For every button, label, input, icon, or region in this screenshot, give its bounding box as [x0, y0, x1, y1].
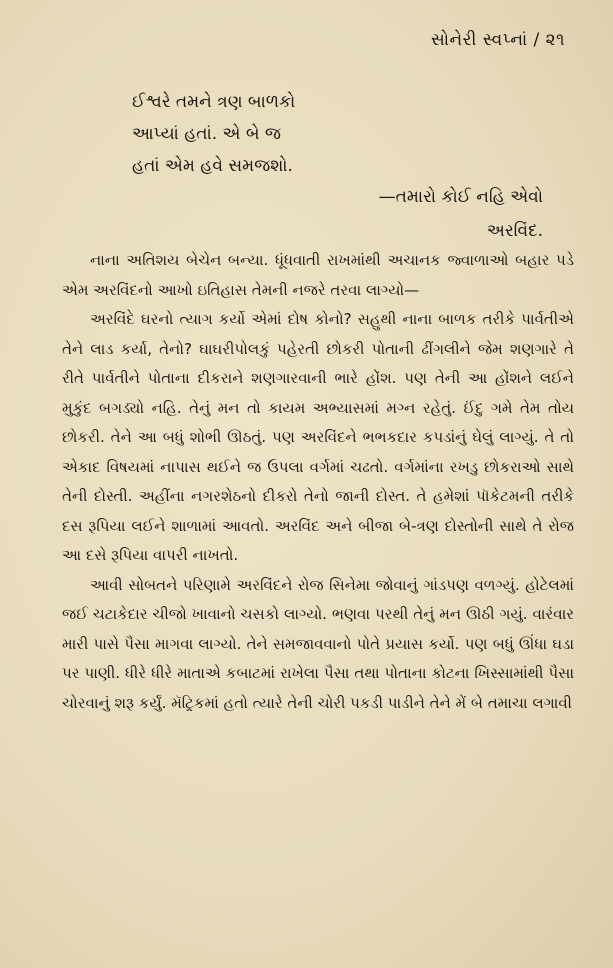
verse-line: ઈશ્વરે તમને ત્રણ બાળકો [132, 92, 296, 112]
paragraph: નાના અતિશય બેચેન બન્યા. ધૂંધવાતી રાખમાંથી અચાનક જ્વાળાઓ બહાર પડે એમ અરવિંદનો આખો ઇતિહાસ તેમની નજરે તરવા લાગ્યો— [62, 251, 574, 299]
paragraph: અરવિંદે ઘરનો ત્યાગ કર્યો એમાં દોષ કોનો? સહુથી નાના બાળક તરીકે પાર્વતીએ તેને લાડ કર્યા, તેનો? ઘાઘરીપોલકું પહેરતી છોકરી પોતાની ઢીંગલીને જેમ શણગારે તે રીતે પાર્વતીને પોતાના દીકરાને શણગારવાની ભારે હોંશ. પણ તેની આ હોંશને લઈને મુકુંદ બગડ્યો નહિ. તેનું મન તો કાયમ અભ્યાસમાં મગ્ન રહેતું. ઈંદુ ગમે તેમ તોય છોકરી. તેને આ બધું શોભી ઊઠતું. પણ અરવિંદને ભભકદાર કપડાંનું ઘેલું લાગ્યું. તે તો એકાદ વિષયમાં નાપાસ થઈને જ ઉપલા વર્ગમાં ચઢતો. વર્ગમાંના રખડુ છોકરાઓ સાથે તેની દોસ્તી. અહીંના નગરશેઠનો દીકરો તેનો જાની દોસ્ત. તે હમેશાં પૉકેટમની તરીકે દસ રૂપિયા લઈને શાળામાં આવતો. અરવિંદ અને બીજા બે-ત્રણ દોસ્તોની સાથે તે રોજ આ દસે રૂપિયા વાપરી નાખતો. [62, 310, 574, 564]
letter-verse [132, 86, 295, 182]
signature-name: અરવિંદ. [486, 221, 543, 241]
letter-signature [379, 180, 543, 248]
verse-line: આપ્યાં હતાં. એ બે જ [132, 124, 282, 144]
running-header: સોનેરી સ્વપ્નાં / ૨૧ [430, 30, 565, 50]
signature-line: —તમારો કોઈ નહિ એવો [378, 187, 543, 207]
body-text [62, 246, 574, 718]
verse-line: હતાં એમ હવે સમજશો. [132, 156, 293, 176]
paragraph: આવી સોબતને પરિણામે અરવિંદને રોજ સિનેમા જોવાનું ગાંડપણ વળગ્યું. હોટેલમાં જઈ ચટાકેદાર ચીજો ખાવાનો ચસકો લાગ્યો. ભણવા પરથી તેનું મન ઊઠી ગયું. વારંવાર મારી પાસે પૈસા માગવા લાગ્યો. તેને સમજાવવાનો પોતે પ્રયાસ કર્યો. પણ બધું ઊંધા ઘડા પર પાણી. ધીરે ધીરે માતાએ કબાટમાં રાખેલા પૈસા તથા પોતાના કોટના ખિસ્સામાંથી પૈસા ચોરવાનું શરૂ કર્યું. મૅટ્રિકમાં હતો ત્યારે તેની ચોરી પકડી પાડીને તેને મેં બે તમાચા લગાવી [62, 575, 574, 712]
